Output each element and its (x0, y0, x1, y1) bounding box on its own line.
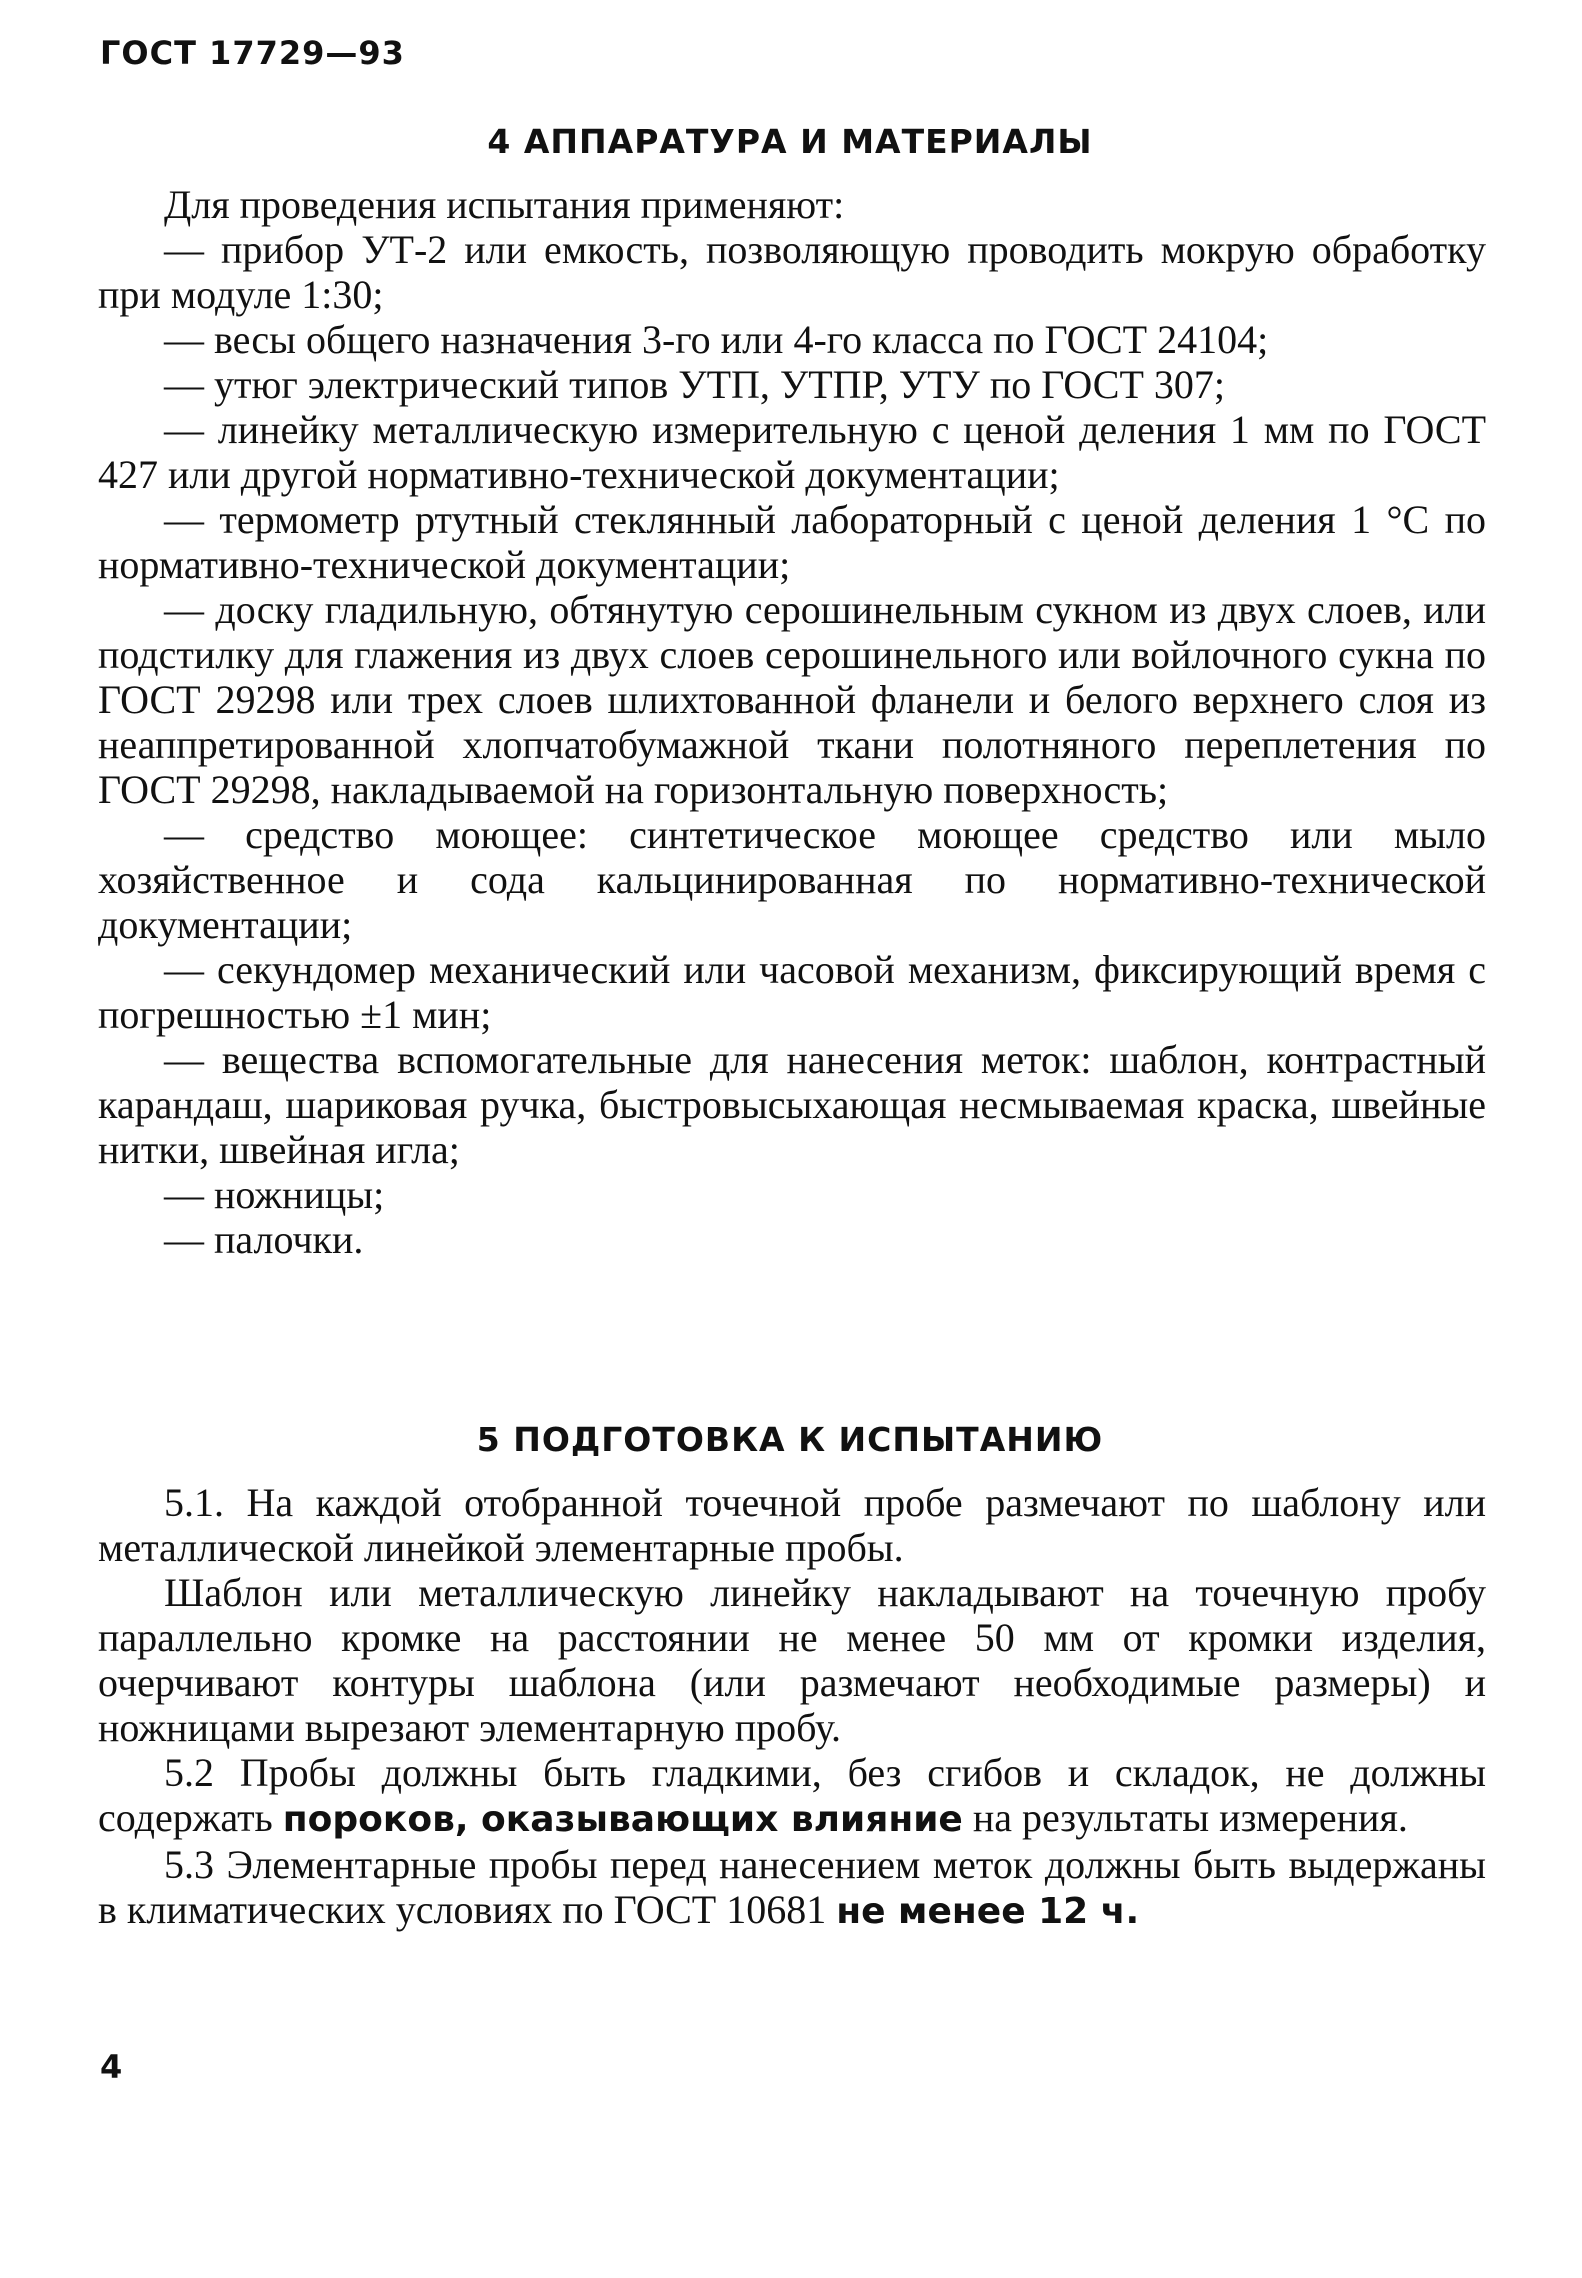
clause-5-2 (98, 1750, 1486, 1842)
clause-5-1-detail: Шаблон или металлическую линейку накладывают на точечную пробу параллельно кромке на расстоянии не менее 50 мм от кромки изделия, очерчивают контуры шаблона (или размечают необходимые размеры) и ножницами вырезают элементарную пробу. (98, 1570, 1486, 1750)
clause-5-3 (98, 1842, 1486, 1934)
document-id: ГОСТ 17729—93 (100, 34, 405, 72)
list-item: — прибор УТ-2 или емкость, позволяющую проводить мокрую обработку при модуле 1:30; (98, 227, 1486, 317)
list-item: — секундомер механический или часовой механизм, фиксирующий время с погрешностью ±1 мин; (98, 947, 1486, 1037)
list-item: — палочки. (164, 1217, 364, 1262)
list-item: — линейку металлическую измерительную с ценой деления 1 мм по ГОСТ 427 или другой нормативно-технической документации; (98, 407, 1486, 497)
clause-5-2-bold-text: пороков, оказывающих влияние (282, 1799, 963, 1840)
paragraph: Для проведения испытания применяют: (164, 182, 845, 227)
clause-5-1: 5.1. На каждой отобранной точечной пробе размечают по шаблону или металлической линейкой элементарные пробы. (98, 1480, 1486, 1570)
list-item: — доску гладильную, обтянутую серошинельным сукном из двух слоев, или подстилку для глажения из двух слоев серошинельного или войлочного сукна по ГОСТ 29298 или трех слоев шлихтованной фланели и белого верхнего слоя из неаппретированной хлопчатобумажной ткани полотняного переплетения по ГОСТ 29298, накладываемой на горизонтальную поверхность; (98, 587, 1486, 812)
list-item: — весы общего назначения 3-го или 4-го класса по ГОСТ 24104; (164, 317, 1269, 362)
list-item: — термометр ртутный стеклянный лабораторный с ценой деления 1 °С по нормативно-технической документации; (98, 497, 1486, 587)
list-item: — вещества вспомогательные для нанесения меток: шаблон, контрастный карандаш, шариковая ручка, быстровысыхающая несмываемая краска, швейные нитки, швейная игла; (98, 1037, 1486, 1172)
list-item: — утюг электрический типов УТП, УТПР, УТУ по ГОСТ 307; (164, 362, 1225, 407)
clause-5-3-bold-text: не менее 12 ч. (836, 1891, 1140, 1932)
section-4-heading: 4 АППАРАТУРА И МАТЕРИАЛЫ (487, 122, 1093, 161)
clause-5-2-text-a: 5.2 Пробы должны быть гладкими, без сгибов и складок, не должны содержать (98, 1750, 1486, 1840)
page-number: 4 (100, 2048, 123, 2086)
section-5-heading: 5 ПОДГОТОВКА К ИСПЫТАНИЮ (476, 1420, 1104, 1459)
section-5-body (98, 1480, 1486, 1934)
list-item: — средство моющее: синтетическое моющее средство или мыло хозяйственное и сода кальцинированная по нормативно-технической документации; (98, 812, 1486, 947)
clause-5-3-text-a: 5.3 Элементарные пробы перед нанесением меток должны быть выдержаны в климатических условиях по ГОСТ 10681 (98, 1842, 1486, 1932)
section-4-body (98, 182, 1486, 1262)
clause-5-2-text-c: на результаты измерения. (972, 1795, 1408, 1840)
list-item: — ножницы; (164, 1172, 385, 1217)
